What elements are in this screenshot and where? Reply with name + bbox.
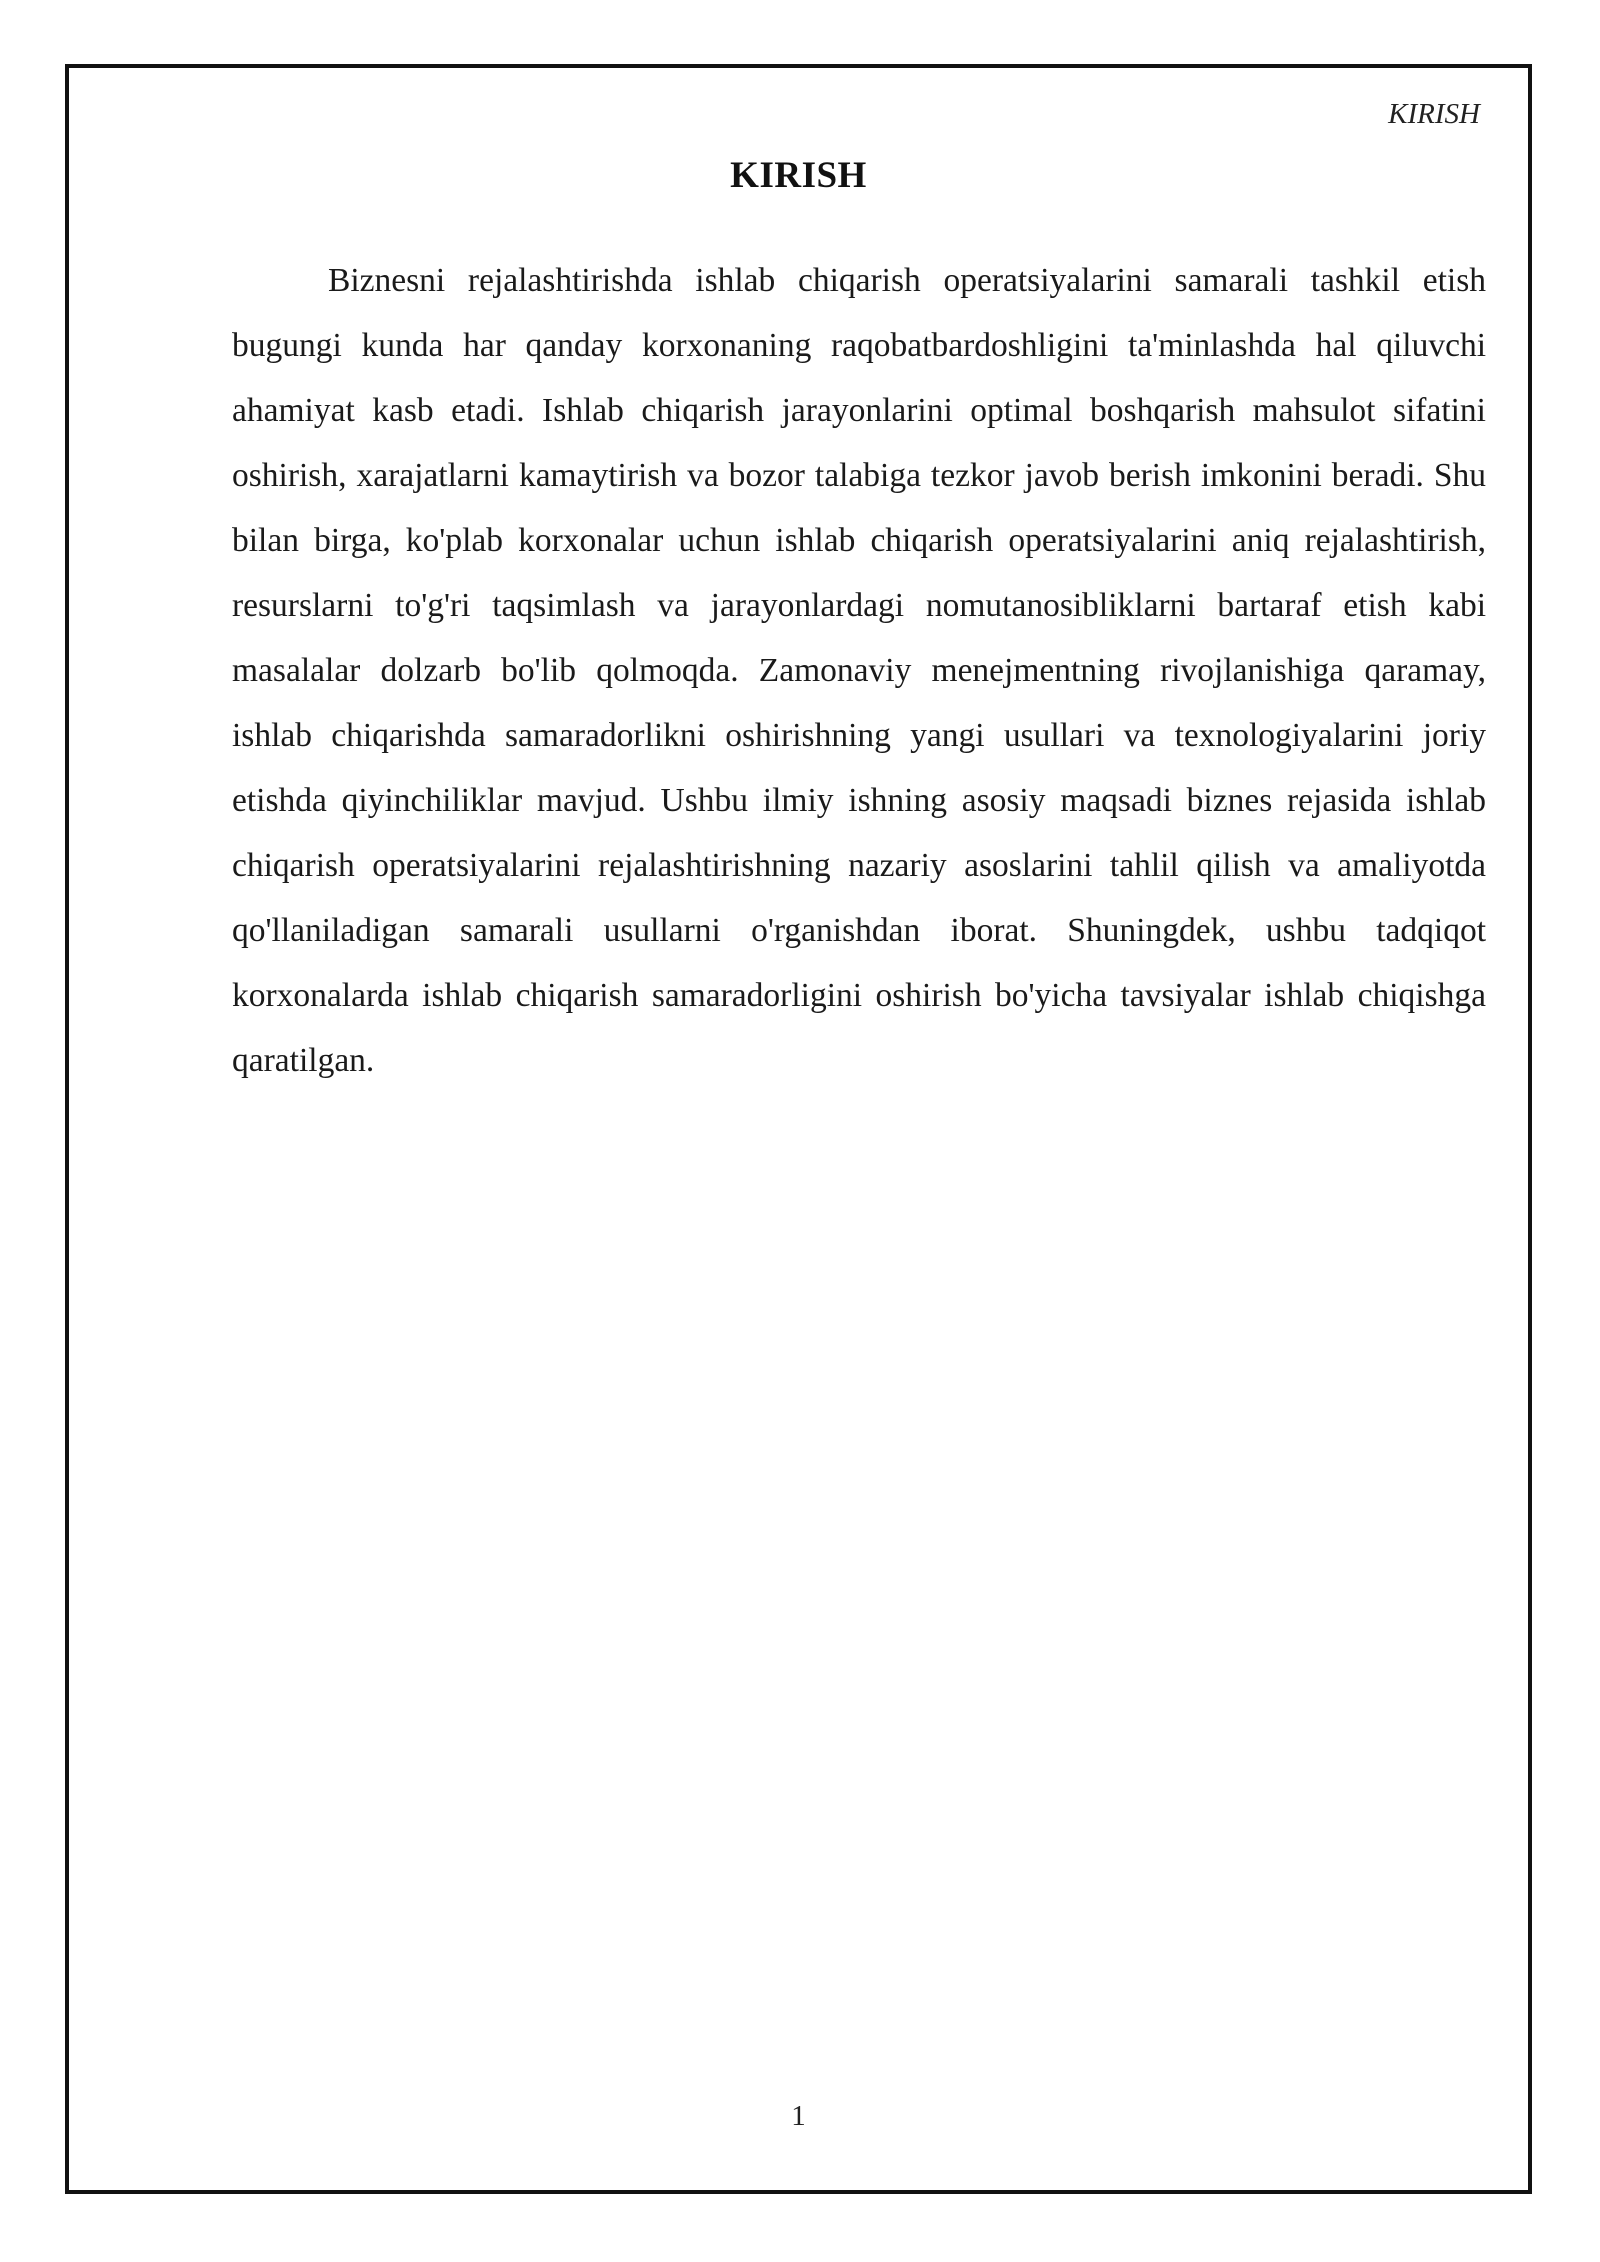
running-header: KIRISH (1388, 98, 1480, 130)
page-title: KIRISH (730, 155, 867, 196)
body-paragraph: Biznesni rejalashtirishda ishlab chiqarish operatsiyalarini samarali tashkil etish bugungi kunda har qanday korxonaning raqobatbardoshligini ta'minlashda hal qiluvchi ahamiyat kasb etadi. Ishlab chiqarish jarayonlarini optimal boshqarish mahsulot sifatini oshirish, xarajatlarni kamaytirish va bozor talabiga tezkor javob berish imkonini beradi. Shu bilan birga, ko'plab korxonalar uchun ishlab chiqarish operatsiyalarini aniq rejalashtirish, resurslarni to'g'ri taqsimlash va jarayonlardagi nomutanosibliklarni bartaraf etish kabi masalalar dolzarb bo'lib qolmoqda. Zamonaviy menejmentning rivojlanishiga qaramay, ishlab chiqarishda samaradorlikni oshirishning yangi usullari va texnologiyalarini joriy etishda qiyinchiliklar mavjud. Ushbu ilmiy ishning asosiy maqsadi biznes rejasida ishlab chiqarish operatsiyalarini rejalashtirishning nazariy asoslarini tahlil qilish va amaliyotda qo'llaniladigan samarali usullarni o'rganishdan iborat. Shuningdek, ushbu tadqiqot korxonalarda ishlab chiqarish samaradorligini oshirish bo'yicha tavsiyalar ishlab chiqishga qaratilgan. (232, 262, 1486, 1079)
page-number: 1 (791, 2100, 806, 2132)
page-frame (65, 64, 1532, 2194)
